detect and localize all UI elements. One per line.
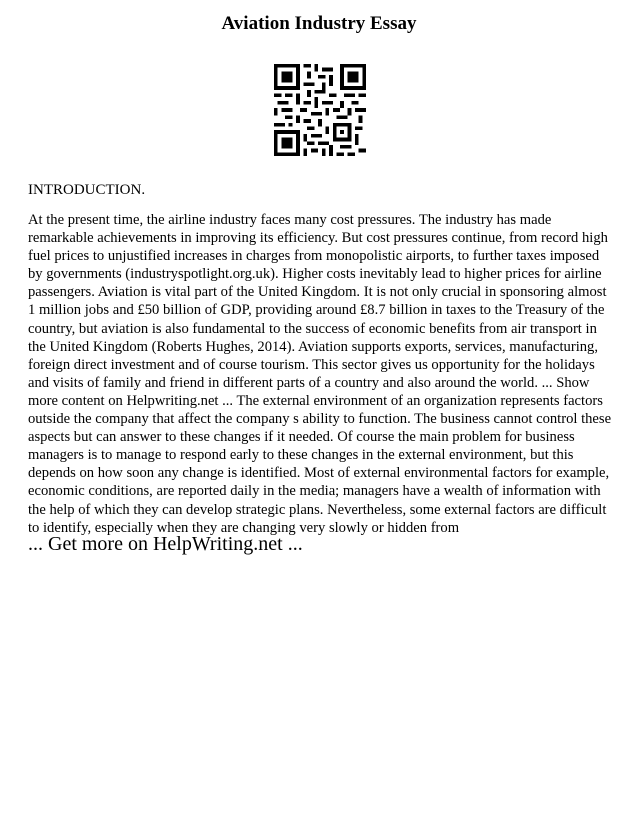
page-title: Aviation Industry Essay [221, 13, 417, 34]
section-heading: INTRODUCTION. [28, 182, 146, 198]
qr-code-icon [274, 64, 366, 156]
essay-body: At the present time, the airline industry faces many cost pressures. The industry has made remarkable achievements in improving its efficiency. But cost pressures continue, from record high fuel prices to unjustified increases in charges from monopolistic airports, to further taxes imposed by governments (industryspotlight.org.uk). Higher costs inevitably lead to higher prices for airline passengers. Aviation is vital part of the United Kingdom. It is not only crucial in sponsoring almost 1 million jobs and £50 billion of GDP, providing around £8.7 billion in taxes to the Treasury of the country, but aviation is also fundamental to the success of economic benefits from air transport in the United Kingdom (Roberts Hughes, 2014). Aviation supports exports, services, manufacturing, foreign direct investment and of course tourism. This sector gives us opportunity for the holidays and visits of family and friend in different parts of a country and also around the world. ... Show more content on Helpwriting.net ... The external environment of an organization represents factors outside the company that affect the company s ability to function. The business cannot control these aspects but can answer to these changes if it needed. Of course the main problem for business managers is to manage to respond early to these changes in the external environment, but this depends on how soon any change is identified. Most of external environmental factors for example, economic conditions, are reported daily in the media; managers have a wealth of information with the help of which they can develop strategic plans. Nevertheless, some external factors are difficult to identify, especially when they are changing very slowly or hidden from [28, 212, 612, 536]
get-more-link[interactable]: ... Get more on HelpWriting.net ... [28, 533, 303, 555]
